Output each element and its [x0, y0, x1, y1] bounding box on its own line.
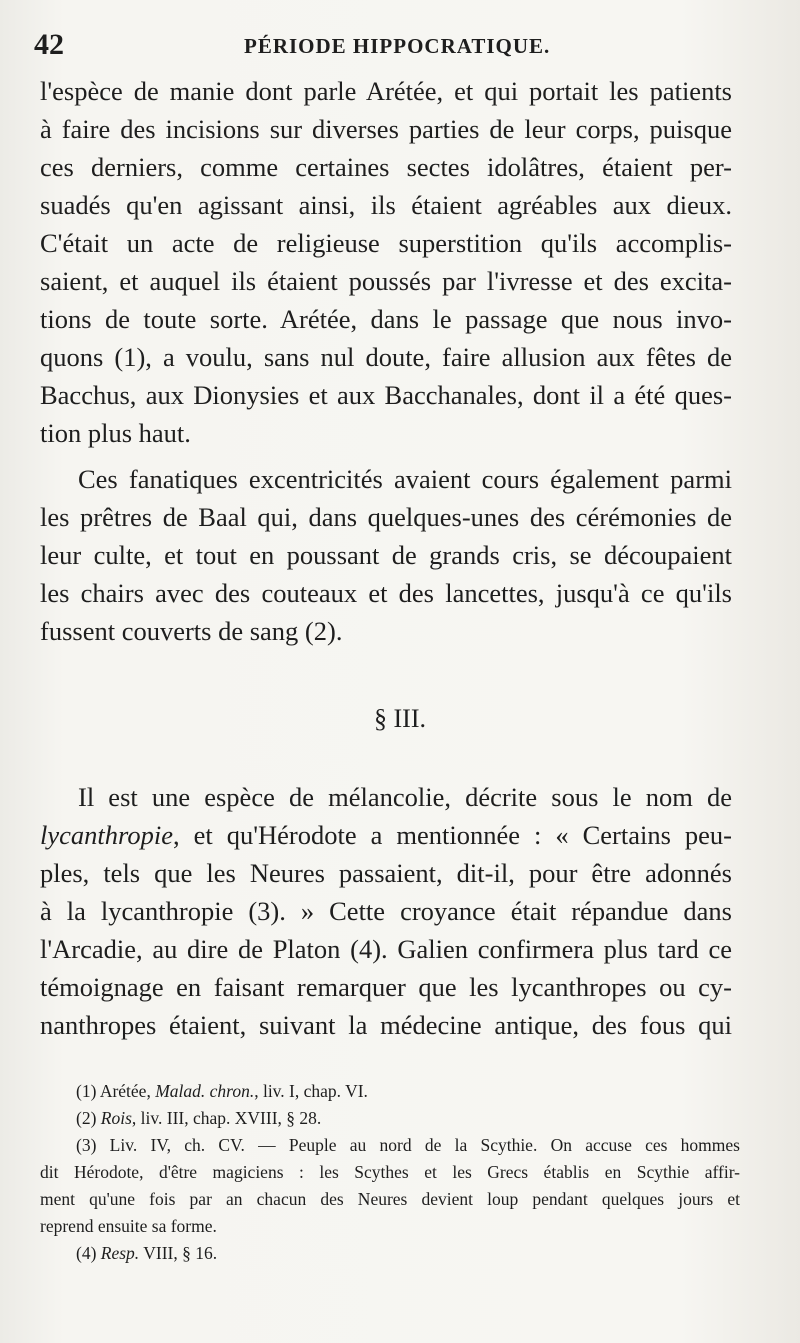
- text-line: ces derniers, comme certaines sectes idolâtres, étaient per-: [40, 152, 732, 182]
- page-header: [34, 28, 744, 68]
- page-number: 42: [34, 28, 64, 61]
- footnote-italic: Rois: [100, 1108, 132, 1128]
- text-line: l'espèce de manie dont parle Arétée, et qui portait les patients: [40, 76, 732, 106]
- footnote-4: [40, 1240, 740, 1267]
- text-line: nanthropes étaient, suivant la médecine antique, des fous qui: [40, 1010, 732, 1040]
- text-line: les prêtres de Baal qui, dans quelques-unes des cérémonies de: [40, 502, 732, 532]
- footnote-line: reprend ensuite sa forme.: [40, 1216, 217, 1236]
- footnote-text: (4): [76, 1243, 101, 1263]
- text-line: Il est une espèce de mélancolie, décrite sous le nom de: [78, 782, 732, 812]
- footnote-line: ment qu'une fois par an chacun des Neures devient loup pendant quelques jours et: [40, 1189, 740, 1209]
- footnote-3: [40, 1132, 740, 1240]
- text-line: C'était un acte de religieuse superstition qu'ils accomplis-: [40, 228, 732, 258]
- text-line: Ces fanatiques excentricités avaient cours également parmi: [78, 464, 732, 494]
- footnote-text: (2): [76, 1108, 101, 1128]
- text-fragment: , et qu'Hérodote a mentionnée : « Certains peu-: [172, 820, 732, 850]
- footnote-1: [40, 1078, 740, 1105]
- footnote-line: (3) Liv. IV, ch. CV. — Peuple au nord de la Scythie. On accuse ces hommes: [76, 1135, 740, 1155]
- text-line: les chairs avec des couteaux et des lancettes, jusqu'à ce qu'ils: [40, 578, 732, 608]
- text-line: Bacchus, aux Dionysies et aux Bacchanales, dont il a été ques-: [40, 380, 732, 410]
- section-heading: § III.: [374, 704, 426, 733]
- footnote-line: dit Hérodote, d'être magiciens : les Scythes et les Grecs établis en Scythie affir-: [40, 1162, 740, 1182]
- text-line: suadés qu'en agissant ainsi, ils étaient agréables aux dieux.: [40, 190, 732, 220]
- footnote-text: , liv. III, chap. XVIII, § 28.: [131, 1108, 322, 1128]
- text-line: à la lycanthropie (3). » Cette croyance était répandue dans: [40, 896, 732, 926]
- italic-term: lycanthropie: [40, 820, 173, 850]
- paragraph-1: [40, 72, 732, 452]
- paragraph-3: [40, 778, 732, 1044]
- text-line: à faire des incisions sur diverses parties de leur corps, puisque: [40, 114, 732, 144]
- text-line: saient, et auquel ils étaient poussés par l'ivresse et des excita-: [40, 266, 732, 296]
- running-head: PÉRIODE HIPPOCRATIQUE.: [244, 34, 551, 58]
- footnote-text: , liv. I, chap. VI.: [254, 1081, 368, 1101]
- footnote-text: (1) Arétée,: [76, 1081, 156, 1101]
- footnote-2: [40, 1105, 740, 1132]
- text-line: ples, tels que les Neures passaient, dit-il, pour être adonnés: [40, 858, 732, 888]
- text-line: leur culte, et tout en poussant de grands cris, se découpaient: [40, 540, 732, 570]
- footnote-italic: Malad. chron.: [155, 1081, 255, 1101]
- text-line: tion plus haut.: [40, 418, 191, 448]
- footnote-text: VIII, § 16.: [139, 1243, 218, 1263]
- text-line: l'Arcadie, au dire de Platon (4). Galien confirmera plus tard ce: [40, 934, 732, 964]
- footnote-italic: Resp.: [100, 1243, 140, 1263]
- footnotes: [40, 1078, 740, 1267]
- text-line: fussent couverts de sang (2).: [40, 616, 343, 646]
- text-line: quons (1), a voulu, sans nul doute, faire allusion aux fêtes de: [40, 342, 732, 372]
- text-line: témoignage en faisant remarquer que les lycanthropes ou cy-: [40, 972, 732, 1002]
- text-line: tions de toute sorte. Arétée, dans le passage que nous invo-: [40, 304, 732, 334]
- paragraph-2: [40, 460, 732, 650]
- text-line: [40, 816, 732, 854]
